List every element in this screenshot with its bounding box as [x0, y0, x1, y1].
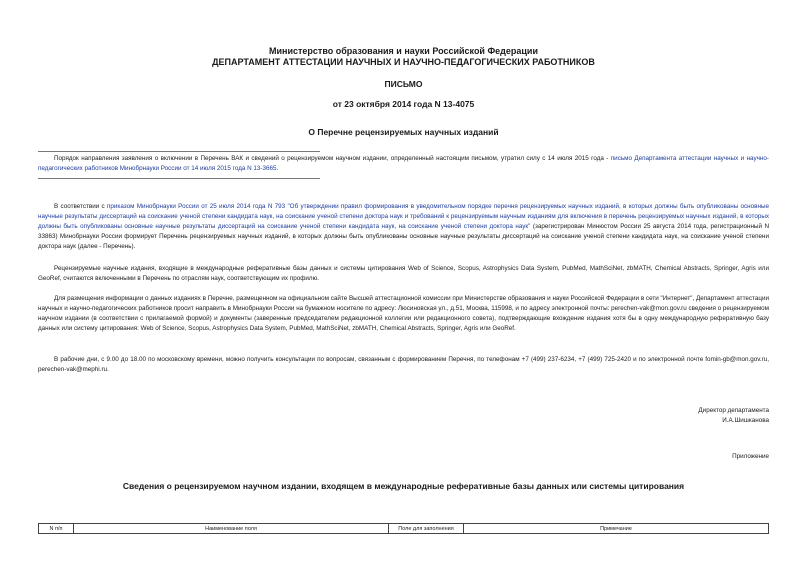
paragraph-1-rest: (зарегистрирован Минюстом России 25 августа 2014 года, регистрационный N 33863) Минобрнауки России формирует Перечень рецензируемых научных изданий, в которых должны быть опубликованы основные научные результаты диссертаций на соискание ученой степени кандидата наук, на соискание ученой степени доктора наук (далее - Перечень).	[38, 223, 769, 250]
column-header-fill-field: Поле для заполнения	[389, 524, 464, 534]
column-header-number: N п/п	[39, 524, 74, 534]
paragraph-2-text: Рецензируемые научные издания, входящие в международные реферативные базы данных и системы цитирования Web of Science, Scopus, Astrophysics Data System, PubMed, MathSciNet, zbMATH, Chemical Abstracts, Springer, Agris или GeoRef, считаются включенными в Перечень по отраслям наук, соответствующим их профилю.	[38, 265, 769, 282]
note-bottom-rule	[38, 178, 320, 179]
paragraph-4-text: В рабочие дни, с 9.00 до 18.00 по московскому времени, можно получить консультации по вопросам, связанным с формированием Перечня, по телефонам +7 (499) 237-6234, +7 (499) 725-2420 и по электронной почте fomin-gb@mon.gov.ru, perechen-vak@mephi.ru.	[38, 356, 769, 373]
editorial-note-end: .	[276, 165, 279, 172]
note-top-rule	[38, 151, 320, 152]
table-header-row	[39, 524, 769, 534]
department-name: ДЕПАРТАМЕНТ АТТЕСТАЦИИ НАУЧНЫХ И НАУЧНО-ПЕДАГОГИЧЕСКИХ РАБОТНИКОВ	[212, 57, 595, 67]
ministry-name: Министерство образования и науки Российской Федерации	[269, 46, 538, 56]
editorial-note-text: Порядок направления заявления о включении в Перечень ВАК и сведений о рецензируемом научном издании, определенный настоящим письмом, утратил силу с 14 июля 2015 года -	[54, 155, 611, 162]
document-type: ПИСЬМО	[384, 79, 423, 89]
appendix-title: Сведения о рецензируемом научном издании, входящем в международные реферативные базы данных или системы цитирования	[122, 481, 685, 491]
column-header-field-name: Наименование поля	[74, 524, 389, 534]
editorial-note	[38, 154, 769, 174]
document-date-number: от 23 октября 2014 года N 13-4075	[332, 99, 475, 109]
paragraph-1-start: В соответствии с	[54, 203, 107, 210]
order-793-link[interactable]: приказом Минобрнауки России от 25 июля 2014 года N 793 "Об утверждении правил формирования в уведомительном порядке перечня рецензируемых научных изданий, в которых должны быть опубликованы основные научные результаты диссертаций на соискание ученой степени кандидата наук, на соискание ученой степени доктора наук и требований к рецензируемым научным изданиям для включения в перечень рецензируемых научных изданий, в которых должны быть опубликованы основные научные результаты диссертаций на соискание ученой степени кандидата наук, на соискание ученой степени доктора наук"	[38, 203, 770, 230]
appendix-table	[38, 523, 769, 534]
paragraph-1	[38, 202, 769, 252]
paragraph-3	[38, 294, 769, 334]
signature-name: И.А.Шишканова	[722, 417, 769, 424]
appendix-label: Приложение	[732, 453, 769, 460]
column-header-note: Примечание	[464, 524, 769, 534]
paragraph-4	[38, 355, 769, 375]
document-subject: О Перечне рецензируемых научных изданий	[308, 127, 499, 137]
signature-title: Директор департамента	[698, 407, 769, 414]
paragraph-3-text: Для размещения информации о данных изданиях в Перечне, размещенном на официальном сайте Высшей аттестационной комиссии при Министерстве образования и науки Российской Федерации в сети "Интернет", Департамент аттестации научных и научно-педагогических работников просит направить в Минобрнауки России на бумажном носителе по адресу: Люсиновская ул., д.51, Москва, 115998, и по адресу электронной почты: perechen-vak@mon.gov.ru сведения о рецензируемом научном издании (в соответствии с прилагаемой формой) и документы (заверенные председателем редакционной коллегии или редакционного совета), подтверждающие вхождение издания хотя бы в одну международную реферативную базу данных или систему цитирования: Web of Science, Scopus, Astrophysics Data System, PubMed, MathSciNet, zbMATH, Chemical Abstracts, Springer, Agris или GeoRef.	[38, 295, 769, 332]
paragraph-2	[38, 264, 769, 284]
editorial-note-link[interactable]: письмо Департамента аттестации научных и научно-педагогических работников Минобрнауки России от 14 июля 2015 года N 13-3665	[38, 155, 769, 172]
